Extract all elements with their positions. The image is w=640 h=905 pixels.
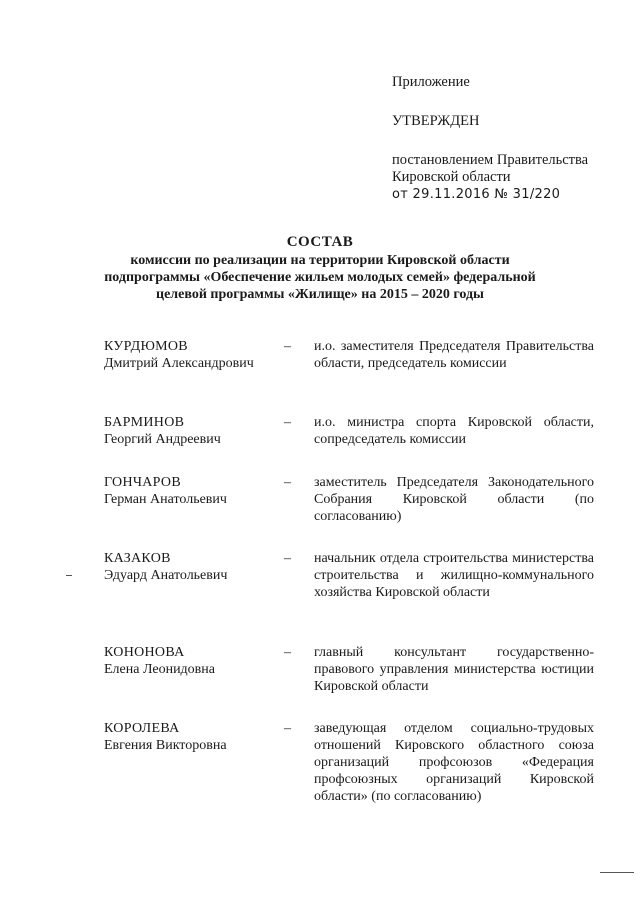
member-given-names: Герман Анатольевич xyxy=(104,492,227,507)
member-role: заместитель Председателя Законодательного Собрания Кировской области (по согласованию) xyxy=(314,475,594,524)
member-given-names: Евгения Викторовна xyxy=(104,738,227,753)
decree-date-number: от 29.11.2016 № 31/220 xyxy=(392,187,561,202)
member-name xyxy=(104,644,279,678)
member-surname: КОНОНОВА xyxy=(104,645,185,660)
member-role: заведующая отделом социально-трудовых отношений Кировского областного союза организаций профсоюзов «Федерация профсоюзных организаций Кировской области» (по согласованию) xyxy=(314,721,594,804)
member-name xyxy=(104,720,279,754)
member-role: и.о. заместителя Председателя Правительства области, председатель комиссии xyxy=(314,339,594,371)
member-name xyxy=(104,474,279,508)
decree-line-1: постановлением Правительства xyxy=(392,152,589,168)
member-dash: – xyxy=(284,645,291,660)
member-role: и.о. министра спорта Кировской области, сопредседатель комиссии xyxy=(314,415,594,447)
appendix-label: Приложение xyxy=(392,74,470,90)
approval-header xyxy=(392,74,602,203)
member-role: главный консультант государственно-правового управления министерства юстиции Кировской области xyxy=(314,645,594,694)
approved-label: УТВЕРЖДЕН xyxy=(392,113,480,129)
member-name xyxy=(104,550,279,584)
member-dash: – xyxy=(284,415,291,430)
document-title xyxy=(100,234,540,303)
member-surname: КУРДЮМОВ xyxy=(104,339,188,354)
member-name xyxy=(104,338,279,372)
member-dash: – xyxy=(284,721,291,736)
member-dash: – xyxy=(284,475,291,490)
scan-speck xyxy=(66,575,72,576)
title-line-3: целевой программы «Жилище» на 2015 – 2020 годы xyxy=(156,287,484,302)
member-dash: – xyxy=(284,551,291,566)
decree-line-2: Кировской области xyxy=(392,169,511,185)
title-main: СОСТАВ xyxy=(286,234,354,250)
member-surname: БАРМИНОВ xyxy=(104,415,185,430)
title-line-2: подпрограммы «Обеспечение жильем молодых семей» федеральной xyxy=(104,270,536,285)
member-surname: ГОНЧАРОВ xyxy=(104,475,181,490)
member-role: начальник отдела строительства министерства строительства и жилищно-коммунального хозяйства Кировской области xyxy=(314,551,594,600)
member-given-names: Георгий Андреевич xyxy=(104,432,221,447)
member-given-names: Эдуард Анатольевич xyxy=(104,568,228,583)
member-surname: КОРОЛЕВА xyxy=(104,721,180,736)
member-name xyxy=(104,414,279,448)
member-given-names: Елена Леонидовна xyxy=(104,662,215,677)
member-given-names: Дмитрий Александрович xyxy=(104,356,254,371)
scan-edge-mark xyxy=(600,872,634,873)
member-dash: – xyxy=(284,339,291,354)
title-line-1: комиссии по реализации на территории Кировской области xyxy=(130,253,510,268)
member-surname: КАЗАКОВ xyxy=(104,551,171,566)
